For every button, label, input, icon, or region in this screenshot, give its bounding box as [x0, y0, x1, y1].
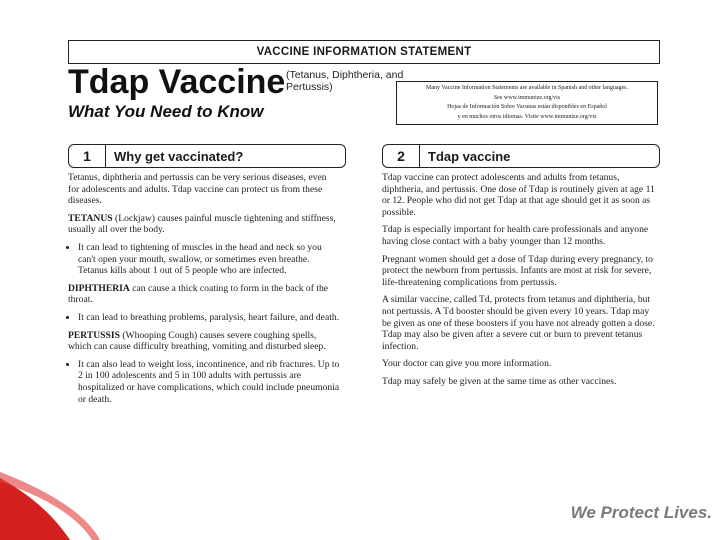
tetanus-bullet: • It can lead to tightening of muscles in the head and neck so you can't open your mouth, swallow, or sometimes even breathe. Tetanus kills about 1 out of 5 people who are infected. [78, 242, 340, 277]
what-you-need-heading: What You Need to Know [68, 102, 264, 121]
diphtheria-bullet: • It can lead to breathing problems, paralysis, heart failure, and death. [78, 312, 340, 324]
pertussis-term: PERTUSSIS [68, 329, 120, 341]
tdap-paragraph-3: Pregnant women should get a dose of Tdap during every pregnancy, to protect the newborn from pertussis. Infants are most at risk for severe, life-threatening complications from pertussis. [382, 253, 653, 288]
pertussis-text: (Whooping Cough) causes severe coughing spells, which can cause difficulty breathing, vomiting and disturbed sleep. [68, 329, 326, 353]
lang-line-3: Hojas de Información Sobre Vacunas están disponibles en Español [447, 104, 607, 110]
footer-tagline: We Protect Lives. [570, 503, 712, 522]
tetanus-bullets [68, 242, 340, 277]
diphtheria-paragraph [68, 283, 340, 306]
lang-line-1: Many Vaccine Information Statements are available in Spanish and other languages. [426, 85, 628, 91]
tdap-paragraph-5: Your doctor can give you more information. [382, 358, 552, 370]
tetanus-term: TETANUS [68, 212, 113, 224]
pertussis-bullets [68, 359, 340, 405]
tdap-paragraph-6: Tdap may safely be given at the same time as other vaccines. [382, 375, 617, 387]
tdap-paragraph-4: A similar vaccine, called Td, protects from tetanus and diphtheria, but not pertussis. A Td booster should be given every 10 years. Tdap may be given as one of these boosters if you have not already gotten a dose. Tdap may also be given after a severe cut or burn to prevent tetanus infection. [382, 294, 655, 352]
lang-line-4: y en muchos otros idiomas. Visite www.immunize.org/vis [457, 113, 597, 120]
section-2-header [382, 144, 660, 168]
section-2-title: Tdap vaccine [428, 148, 511, 164]
section-1-number: 1 [69, 145, 106, 167]
vis-document [68, 40, 660, 480]
tetanus-text: (Lockjaw) causes painful muscle tightening and stiffness, usually all over the body. [68, 212, 336, 236]
section-1-body [68, 172, 340, 411]
section-2-number: 2 [383, 145, 420, 167]
tdap-paragraph-2: Tdap is especially important for health care professionals and anyone having close contact with a baby younger than 12 months. [382, 224, 649, 247]
section-1-intro: Tetanus, diphtheria and pertussis can be very serious diseases, even for adolescents and adults. Tdap vaccine can protect us from these diseases. [68, 172, 327, 207]
pertussis-bullet: • It can also lead to weight loss, incontinence, and rib fractures. Up to 2 in 100 adolescents and 5 in 100 adults with pertussis are hospitalized or have complications, which could include pneumonia or death. [78, 359, 340, 405]
language-availability-box [396, 81, 658, 125]
lang-line-2: See www.immunize.org/vis [493, 94, 561, 101]
section-2-body [382, 172, 658, 394]
tetanus-paragraph [68, 213, 340, 236]
page-title: Tdap Vaccine [68, 63, 286, 101]
tdap-paragraph-1: Tdap vaccine can protect adolescents and adults from tetanus, diphtheria, and pertussis. One dose of Tdap is routinely given at age 11 or 12. People who did not get Tdap at that age should get it as soon as possible. [382, 172, 655, 218]
title-subtitle: (Tetanus, Diphtheria, and Pertussis) [286, 69, 404, 93]
vis-header-bar: VACCINE INFORMATION STATEMENT [68, 40, 660, 64]
section-1-header [68, 144, 346, 168]
diphtheria-bullets [68, 312, 340, 324]
diphtheria-term: DIPHTHERIA [68, 282, 130, 294]
pertussis-paragraph [68, 330, 340, 353]
diphtheria-text: can cause a thick coating to form in the back of the throat. [68, 282, 329, 306]
section-1-title: Why get vaccinated? [114, 148, 244, 164]
